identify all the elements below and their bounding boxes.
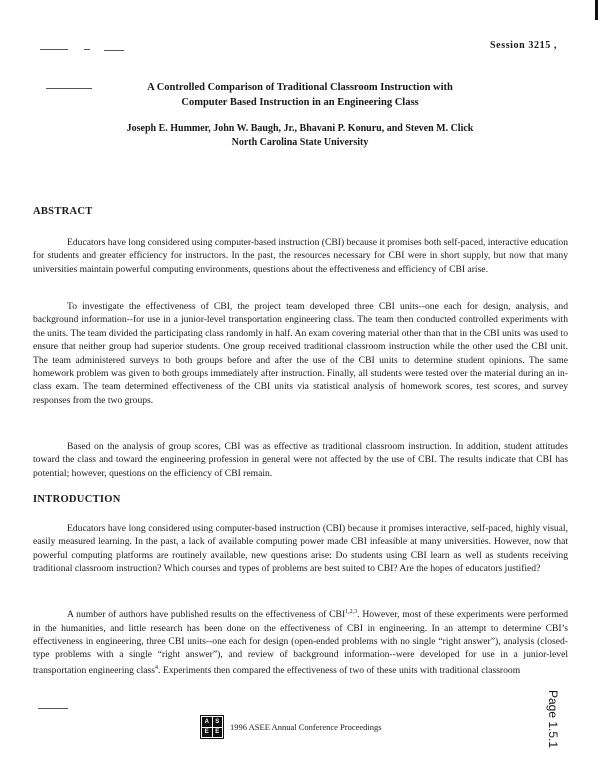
page-number: Page 1.5.1 (546, 690, 560, 749)
title-line-1: A Controlled Comparison of Traditional Classroom Instruction with (147, 82, 453, 93)
author-block (40, 122, 560, 150)
abstract-paragraph-2: To investigate the effectiveness of CBI, the project team developed three CBI units--one each for design, analysis, and background information--for use in a junior-level transportation engineering class. The team then conducted controlled experiments with the units. The team divided the participating class randomly in half. An exam covering material other than that in the CBI units was used to ensure that neither group had superior students. One group received traditional classroom instruction while the other used the CBI unit. The team administered surveys to both groups before and after the use of the CBI units to determine student opinions. The same homework problem was given to both groups immediately after instruction. Finally, all students were tested over the material during an in-class exam. The team determined effectiveness of the CBI units via statistical analysis of homework scores, test scores, and survey responses from the two groups. (33, 301, 568, 406)
footer (200, 712, 382, 742)
citation-marker: 1,2,3 (345, 609, 358, 615)
title-line-2: Computer Based Instruction in an Engineering Class (181, 97, 419, 108)
footer-text: 1996 ASEE Annual Conference Proceedings (230, 722, 382, 732)
author-affiliation: North Carolina State University (231, 137, 369, 148)
scan-smudge (104, 50, 124, 51)
scan-smudge (40, 49, 68, 50)
abstract-heading: ABSTRACT (33, 206, 93, 217)
introduction-paragraph-2: A number of authors have published results on the effectiveness of CBI$^{1,2,3}$. However, most of these experiments were performed in the humanities, and little research has been done on the effectiveness of CBI in engineering. In an attempt to determine CBI’s effectiveness in engineering, three CBI units--one each for design (open-ended problems with no single “right answer”), analysis (closed-type problems with a single “right answer”), and review of background information--were developed for use in a junior-level transportation engineering class$^4$. Experiments then compared the effectiveness of two of these units with traditional classroom (33, 609, 568, 676)
asee-logo-icon: A S E E (200, 715, 224, 739)
paper-title (60, 80, 540, 110)
citation-marker: 4 (155, 664, 159, 671)
session-label: Session 3215 , (490, 40, 558, 51)
scan-smudge (38, 708, 68, 709)
scan-smudge (84, 49, 90, 50)
corner-mark (595, 0, 598, 20)
introduction-heading: INTRODUCTION (33, 494, 121, 505)
introduction-paragraph-1: Educators have long considered using computer-based instruction (CBI) because it promises interactive, self-paced, highly visual, easily measured learning. In the past, a lack of available computing power made CBI infeasible at many universities. However, now that powerful computing platforms are routinely available, new questions arise: Do students using CBI learn as well as students receiving traditional classroom instruction? Which courses and types of problems are best suited to CBI? Are the hopes of educators justified? (33, 523, 568, 575)
abstract-paragraph-1: Educators have long considered using computer-based instruction (CBI) because it promises both self-paced, interactive education for students and greater efficiency for instructors. In the past, the resources necessary for CBI were in short supply, but now that many universities maintain powerful computing environments, questions about the effectiveness and efficiency of CBI arise. (33, 237, 568, 275)
abstract-paragraph-3: Based on the analysis of group scores, CBI was as effective as traditional classroom instruction. In addition, student attitudes toward the class and toward the engineering profession in general were not affected by the use of CBI. The results indicate that CBI has potential; however, questions on the efficiency of CBI remain. (33, 441, 568, 479)
author-names: Joseph E. Hummer, John W. Baugh, Jr., Bhavani P. Konuru, and Steven M. Click (126, 123, 474, 134)
